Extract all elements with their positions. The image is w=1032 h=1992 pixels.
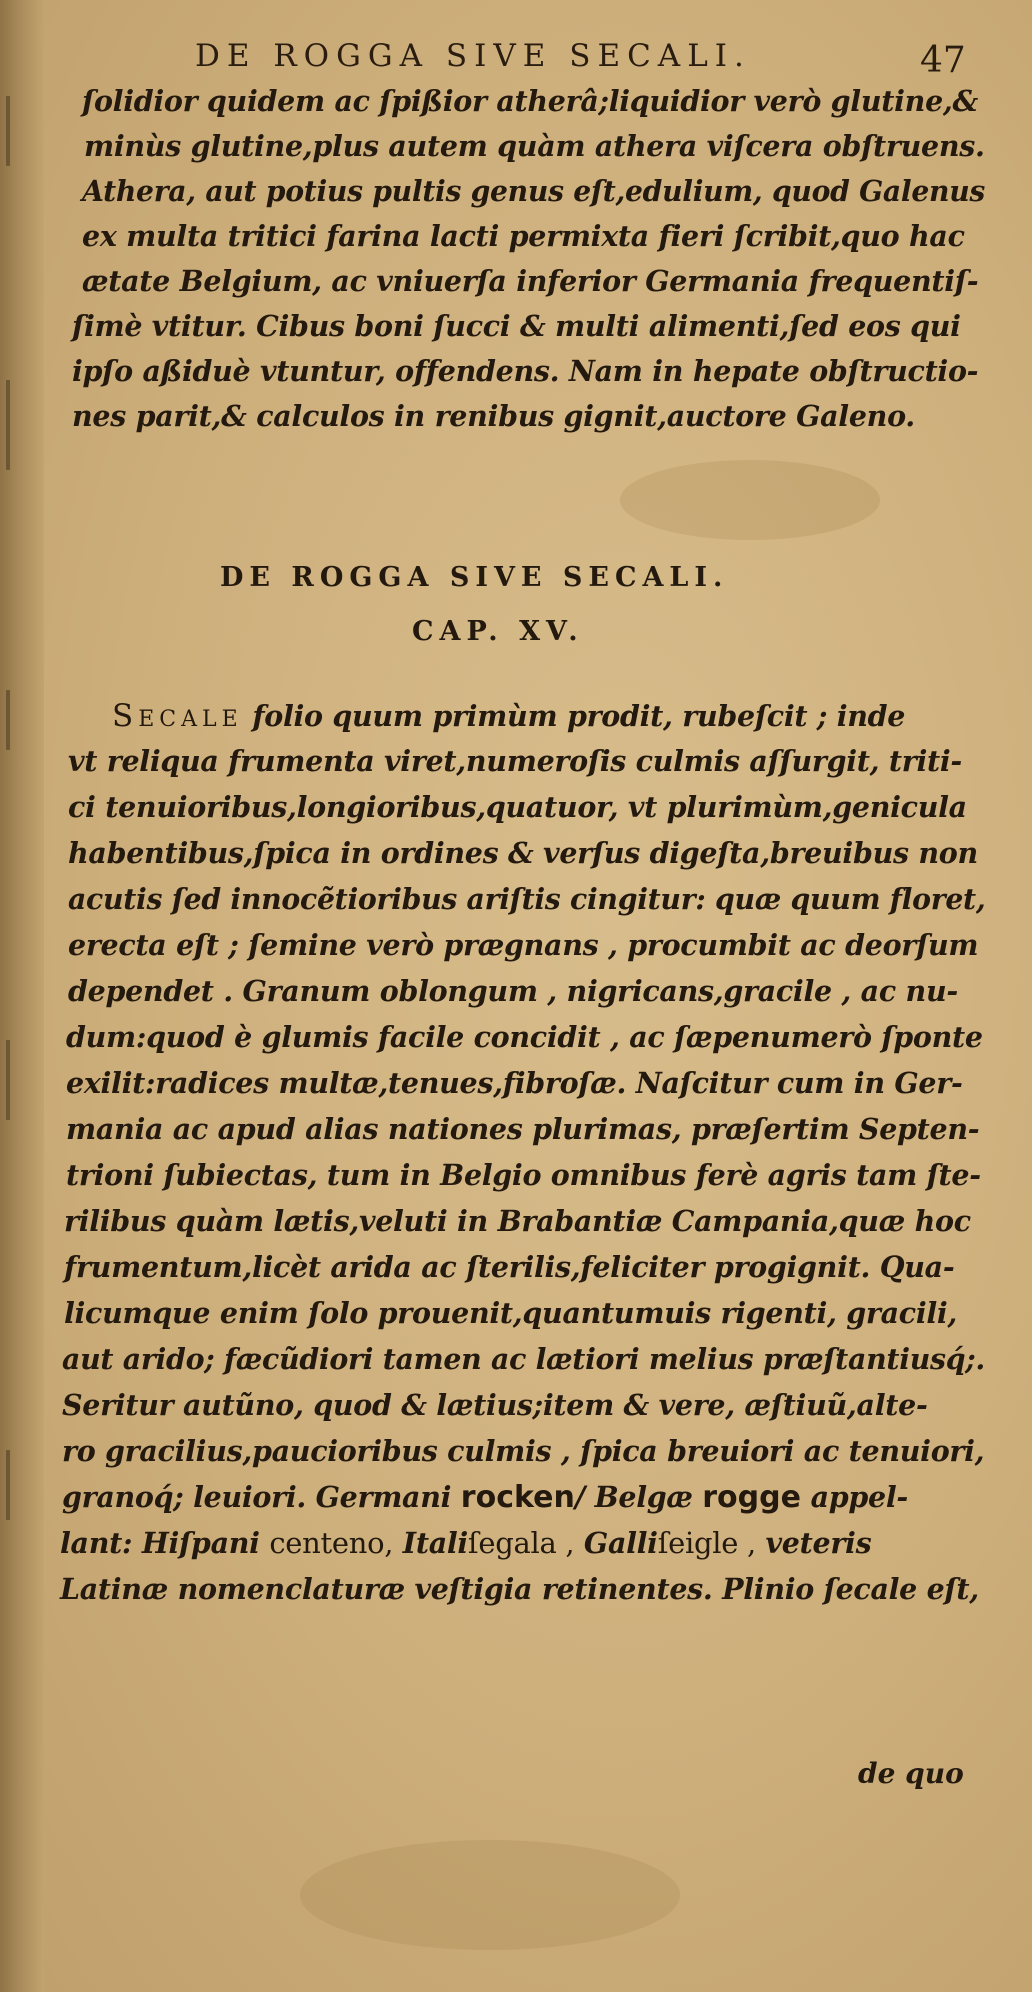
text-line: ro gracilius,paucioribus culmis , ſpica breuiori ac tenuiori,	[62, 1434, 985, 1468]
text-line: aut arido; fæcũdiori tamen ac lætiori melius præſtantiusq́;.	[62, 1342, 986, 1376]
text-line: vt reliqua frumenta viret,numeroſis culmis aſſurgit, triti-	[68, 744, 962, 778]
text-line: frumentum,licèt arida ac ſterilis,feliciter progignit. Qua-	[64, 1250, 955, 1284]
text-line: acutis ſed innocẽtioribus ariſtis cingitur: quæ quum floret,	[68, 882, 986, 916]
text-line	[112, 698, 905, 734]
paper-stain	[620, 460, 880, 540]
text-line: ætate Belgium, ac vniuerſa inferior Germania frequentiſ-	[82, 264, 979, 298]
text-line: exilit:radices multæ,tenues,fibroſæ. Naſcitur cum in Ger-	[66, 1066, 963, 1100]
text-line: dum:quod è glumis facile concidit , ac ſæpenumerò ſponte	[66, 1020, 983, 1054]
blackletter-word: rogge	[702, 1480, 801, 1515]
text-run: veteris	[765, 1526, 872, 1560]
roman-word: ſeigle ,	[657, 1526, 756, 1560]
gutter-shadow	[6, 690, 10, 750]
section-title: DE ROGGA SIVE SECALI.	[220, 562, 729, 593]
gutter-shadow	[6, 1040, 10, 1120]
text-run: Galli	[583, 1526, 658, 1560]
binding-gutter	[0, 0, 44, 1992]
roman-word: centeno,	[269, 1526, 394, 1560]
text-line	[60, 1526, 871, 1560]
opening-word: Secale	[112, 698, 243, 734]
text-line: ipſo aßiduè vtuntur, offendens. Nam in hepate obſtructio-	[72, 354, 979, 388]
running-head: DE ROGGA SIVE SECALI.	[195, 38, 751, 74]
text-line: erecta eſt ; ſemine verò prægnans , procumbit ac deorſum	[68, 928, 979, 962]
text-run: lant: Hiſpani	[60, 1526, 260, 1560]
text-line: ex multa tritici farina lacti permixta fieri ſcribit,quo hac	[82, 219, 965, 253]
text-line: ſimè vtitur. Cibus boni ſucci & multi alimenti,ſed eos qui	[72, 309, 961, 343]
page-number: 47	[920, 40, 966, 81]
text-line: dependet . Granum oblongum , nigricans,gracile , ac nu-	[68, 974, 958, 1008]
text-line	[62, 1480, 908, 1515]
text-line: ſolidior quidem ac ſpißior atherâ;liquidior verò glutine,&	[82, 84, 978, 118]
text-run: folio quum primùm prodit, rubeſcit ; inde	[252, 699, 906, 733]
text-line: mania ac apud alias nationes plurimas, præſertim Septen-	[66, 1112, 980, 1146]
text-line: Athera, aut potius pultis genus eſt,edulium, quod Galenus	[82, 174, 986, 208]
text-line: habentibus,ſpica in ordines & verſus digeſta,breuibus non	[68, 836, 978, 870]
catchword: de quo	[858, 1757, 964, 1790]
text-line: rilibus quàm lætis,veluti in Brabantiæ Campania,quæ hoc	[64, 1204, 971, 1238]
text-line: Seritur autũno, quod & lætius;item & vere, æſtiuũ,alte-	[62, 1388, 928, 1422]
text-run: appel-	[810, 1480, 908, 1514]
chapter-number: CAP. XV.	[412, 616, 584, 647]
blackletter-word: rocken	[460, 1480, 575, 1515]
text-run: granoq́; leuiori. Germani	[62, 1480, 452, 1514]
text-line: licumque enim ſolo prouenit,quantumuis rigenti, gracili,	[64, 1296, 958, 1330]
text-line: Latinæ nomenclaturæ veſtigia retinentes. Plinio ſecale eſt,	[60, 1572, 979, 1606]
text-line: trioni ſubiectas, tum in Belgio omnibus ferè agris tam ſte-	[66, 1158, 981, 1192]
text-run: / Belgæ	[574, 1480, 693, 1514]
roman-word: ſegala ,	[467, 1526, 575, 1560]
text-line: minùs glutine,plus autem quàm athera viſcera obſtruens.	[84, 129, 985, 163]
text-line: ci tenuioribus,longioribus,quatuor, vt plurimùm,genicula	[68, 790, 967, 824]
gutter-shadow	[6, 380, 10, 470]
gutter-shadow	[6, 96, 10, 166]
gutter-shadow	[6, 1450, 10, 1520]
text-line: nes parit,& calculos in renibus gignit,auctore Galeno.	[72, 399, 915, 433]
text-run: Itali	[402, 1526, 468, 1560]
paper-stain	[300, 1840, 680, 1950]
